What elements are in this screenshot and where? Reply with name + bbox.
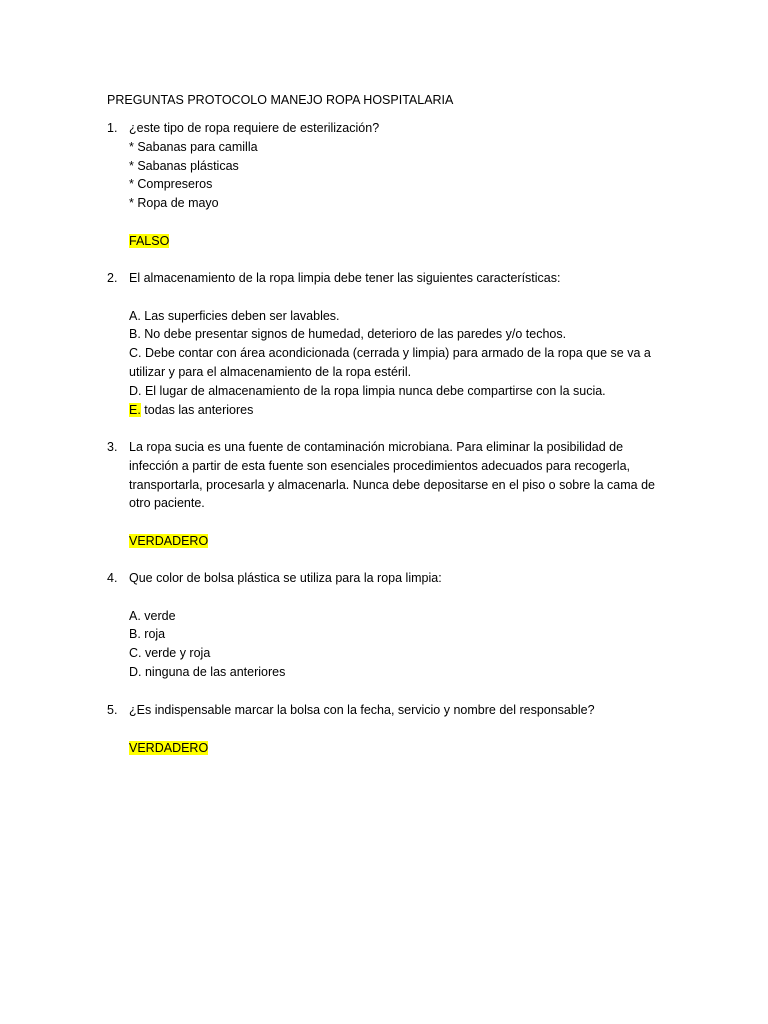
answer-text: todas las anteriores	[140, 402, 254, 417]
question-3	[107, 438, 667, 551]
list-item: B. No debe presentar signos de humedad, deterioro de las paredes y/o techos.	[129, 327, 567, 342]
question-text: infección a partir de esta fuente son esenciales procedimientos adecuados para recogerla,	[129, 458, 631, 473]
list-item: D. El lugar de almacenamiento de la ropa limpia nunca debe compartirse con la sucia.	[129, 383, 606, 398]
question-text: Que color de bolsa plástica se utiliza para la ropa limpia:	[129, 571, 442, 585]
question-number: 5.	[107, 703, 118, 717]
question-2	[107, 269, 667, 419]
list-item: D. ninguna de las anteriores	[129, 664, 286, 679]
question-number: 4.	[107, 571, 118, 585]
list-item: A. Las superficies deben ser lavables.	[129, 308, 340, 323]
question-text: otro paciente.	[129, 496, 205, 511]
list-item: * Sabanas plásticas	[129, 158, 239, 173]
question-4	[107, 569, 667, 682]
question-1	[107, 119, 667, 251]
question-5	[107, 701, 667, 757]
question-text: transportarla, procesarla y almacenarla. Nunca debe depositarse en el piso o sobre la cama de	[129, 477, 655, 492]
question-number: 2.	[107, 271, 118, 285]
question-number: 1.	[107, 121, 118, 135]
list-item-answer	[129, 401, 667, 420]
question-text: El almacenamiento de la ropa limpia debe tener las siguientes características:	[129, 271, 561, 285]
question-text: ¿este tipo de ropa requiere de esterilización?	[129, 121, 380, 135]
list-item: * Sabanas para camilla	[129, 139, 258, 154]
list-item: B. roja	[129, 627, 166, 642]
question-text: La ropa sucia es una fuente de contaminación microbiana. Para eliminar la posibilidad de	[129, 440, 624, 454]
list-item: C. Debe contar con área acondicionada (cerrada y limpia) para armado de la ropa que se va a	[129, 346, 651, 361]
list-item: * Compreseros	[129, 177, 213, 192]
list-item: * Ropa de mayo	[129, 196, 219, 211]
answer-highlight: FALSO	[129, 233, 170, 248]
answer-highlight: E.	[129, 402, 141, 417]
answer-highlight: VERDADERO	[129, 533, 209, 548]
question-number: 3.	[107, 440, 118, 454]
list-item: A. verde	[129, 608, 176, 623]
question-text: ¿Es indispensable marcar la bolsa con la fecha, servicio y nombre del responsable?	[129, 703, 595, 717]
list-item: C. verde y roja	[129, 646, 211, 661]
list-item: utilizar y para el almacenamiento de la ropa estéril.	[129, 364, 412, 379]
answer-highlight: VERDADERO	[129, 740, 209, 755]
page-title: PREGUNTAS PROTOCOLO MANEJO ROPA HOSPITALARIA	[107, 93, 454, 107]
